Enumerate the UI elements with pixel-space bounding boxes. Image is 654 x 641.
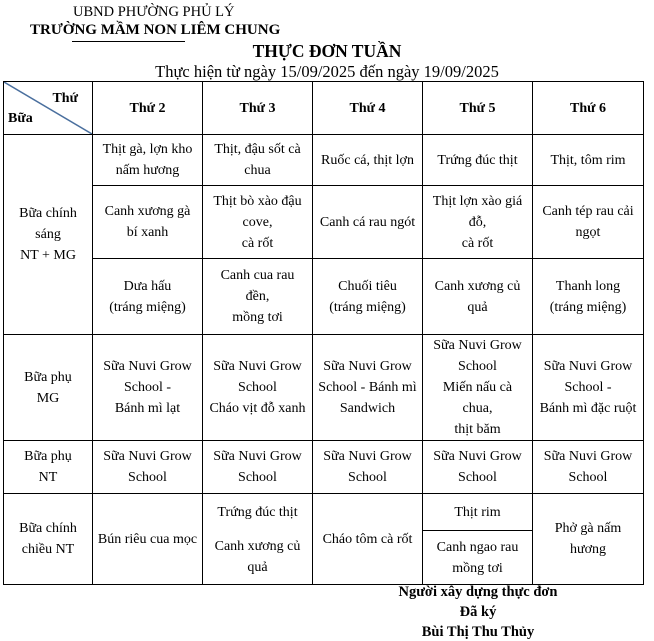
menu-cell: Phở gà nấm hương [533,494,644,585]
menu-cell: Sữa Nuvi Grow School [533,441,644,494]
menu-cell: Thịt bò xào đậu cove, cà rốt [203,186,313,259]
menu-cell: Thịt, đậu sốt cà chua [203,135,313,186]
school-name: TRƯỜNG MẦM NON LIÊM CHUNG [30,22,281,38]
menu-cell: Sữa Nuvi Grow School Cháo vịt đỗ xanh [203,335,313,441]
menu-cell: Sữa Nuvi Grow School - Bánh mì Sandwich [313,335,423,441]
menu-cell: Sữa Nuvi Grow School - Bánh mì lạt [93,335,203,441]
menu-cell: Thanh long (tráng miệng) [533,259,644,335]
menu-cell: Canh tép rau cải ngọt [533,186,644,259]
table-row [4,494,644,531]
meal-label-snack-nt: Bữa phụ NT [4,441,93,494]
day-header-mon: Thứ 2 [93,82,203,135]
menu-cell: Canh cua rau đền, mồng tơi [203,259,313,335]
table-header-row [4,82,644,135]
page-title: THỰC ĐƠN TUẦN [252,41,402,61]
menu-cell: Canh xương củ quả [423,259,533,335]
menu-cell: Thịt gà, lợn kho nấm hương [93,135,203,186]
meal-label-afternoon: Bữa chính chiều NT [4,494,93,585]
day-header-label: Thứ [52,91,78,106]
menu-cell: Dưa hấu (tráng miệng) [93,259,203,335]
menu-cell: Thịt lợn xào giá đỗ, cà rốt [423,186,533,259]
signature-role: Người xây dựng thực đơn [398,584,558,600]
weekly-menu-table [3,81,644,585]
menu-cell: Sữa Nuvi Grow School [313,441,423,494]
table-row [4,135,644,186]
date-range: Thực hiện từ ngày 15/09/2025 đến ngày 19/09/2025 [155,62,499,81]
table-row [4,259,644,335]
menu-cell: Trứng đúc thịt [203,494,313,531]
menu-cell: Ruốc cá, thịt lợn [313,135,423,186]
menu-cell: Canh xương gà bí xanh [93,186,203,259]
day-header-tue: Thứ 3 [203,82,313,135]
menu-cell: Thịt, tôm rim [533,135,644,186]
day-header-wed: Thứ 4 [313,82,423,135]
signature-name: Bùi Thị Thu Thủy [421,624,535,640]
menu-cell: Sữa Nuvi Grow School - Bánh mì đặc ruột [533,335,644,441]
menu-cell: Sữa Nuvi Grow School Miến nấu cà chua, thịt băm [423,335,533,441]
table-row [4,441,644,494]
menu-cell: Canh xương củ quả [203,531,313,585]
menu-cell: Sữa Nuvi Grow School [93,441,203,494]
corner-header-cell [4,82,93,135]
menu-cell: Cháo tôm cà rốt [313,494,423,585]
menu-cell: Trứng đúc thịt [423,135,533,186]
meal-label-breakfast: Bữa chính sáng NT + MG [4,135,93,335]
day-header-fri: Thứ 6 [533,82,644,135]
organization-name: UBND PHƯỜNG PHỦ LÝ [73,4,235,20]
menu-cell: Bún riêu cua mọc [93,494,203,585]
table-row [4,335,644,441]
signature-status: Đã ký [459,604,497,620]
day-header-thu: Thứ 5 [423,82,533,135]
menu-cell: Canh ngao rau mồng tơi [423,531,533,585]
table-row [4,186,644,259]
meal-label-snack-mg: Bữa phụ MG [4,335,93,441]
menu-cell: Sữa Nuvi Grow School [203,441,313,494]
meal-header-label: Bữa [8,111,33,126]
menu-cell: Canh cá rau ngót [313,186,423,259]
menu-cell: Sữa Nuvi Grow School [423,441,533,494]
menu-cell: Chuối tiêu (tráng miệng) [313,259,423,335]
menu-cell: Thịt rim [423,494,533,531]
